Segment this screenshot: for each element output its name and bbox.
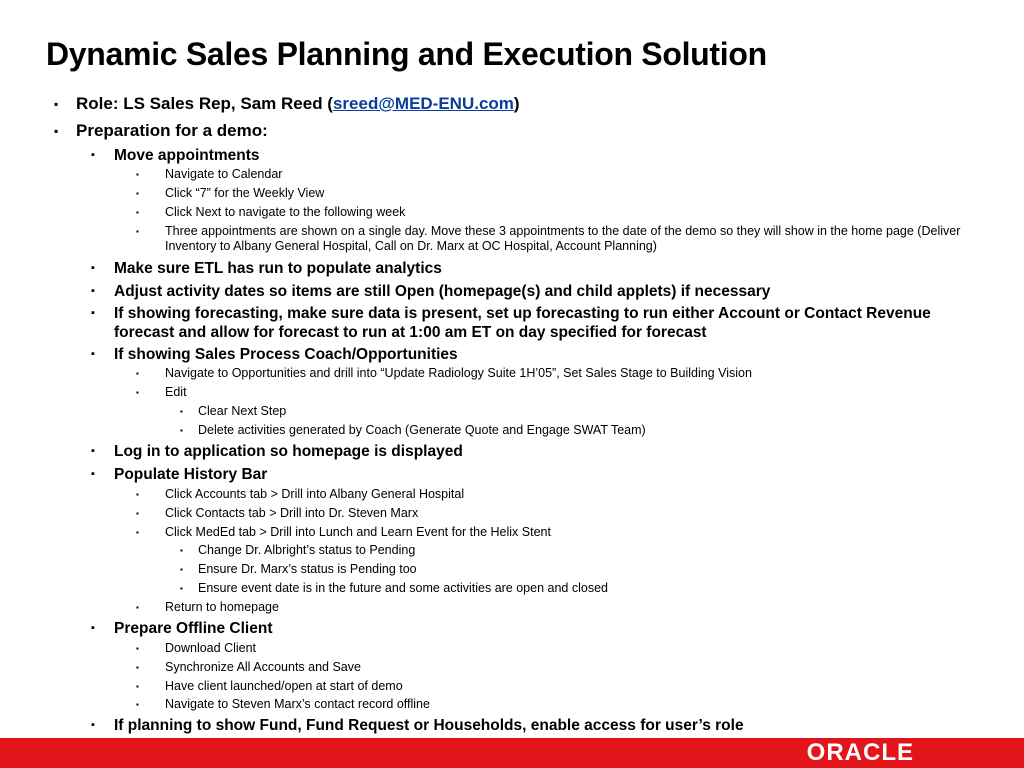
item-text: If showing forecasting, make sure data is present, set up forecasting to run either Account or Contact Revenue forecast and allow for forecast to run at 1:00 am ET on day specified for forecast xyxy=(114,305,931,341)
item-text: If planning to show Fund, Fund Request or Households, enable access for user’s role xyxy=(114,717,744,734)
list-item xyxy=(91,716,994,735)
item-text: Click Accounts tab > Drill into Albany General Hospital xyxy=(165,487,465,501)
list-item xyxy=(136,224,995,254)
list-item xyxy=(136,660,995,675)
list-item xyxy=(91,619,994,638)
bullet-icon: ▪ xyxy=(91,719,95,731)
item-text: If showing Sales Process Coach/Opportunities xyxy=(114,346,458,363)
bullet-icon: ▪ xyxy=(136,700,139,709)
list-item xyxy=(136,186,995,201)
list-item xyxy=(91,146,994,165)
bullet-icon: ▪ xyxy=(180,407,183,416)
item-text: Ensure Dr. Marx’s status is Pending too xyxy=(198,562,417,576)
bullet-icon: ▪ xyxy=(136,388,139,397)
bullet-icon: ▪ xyxy=(180,584,183,593)
list-item xyxy=(136,205,995,220)
bullet-icon: ▪ xyxy=(91,622,95,634)
bullet-icon: ▪ xyxy=(136,663,139,672)
bullet-icon: ▪ xyxy=(136,644,139,653)
bullet-icon: ▪ xyxy=(136,189,139,198)
list-item xyxy=(91,304,994,342)
item-text: Click MedEd tab > Drill into Lunch and Learn Event for the Helix Stent xyxy=(165,525,551,539)
role-line xyxy=(54,94,520,114)
bullet-icon: ▪ xyxy=(136,208,139,217)
item-text: Have client launched/open at start of demo xyxy=(165,679,403,693)
list-item xyxy=(180,562,417,577)
item-text: Move appointments xyxy=(114,147,260,164)
item-text: Download Client xyxy=(165,641,257,655)
item-text: Make sure ETL has run to populate analytics xyxy=(114,260,442,277)
prep-heading xyxy=(54,121,268,141)
list-item xyxy=(136,385,995,400)
list-item xyxy=(136,506,995,521)
list-item xyxy=(136,679,995,694)
bullet-icon: ▪ xyxy=(91,262,95,274)
list-item xyxy=(136,600,995,615)
role-suffix: ) xyxy=(513,94,520,113)
bullet-icon: ▪ xyxy=(91,445,95,457)
item-text: Return to homepage xyxy=(165,600,279,614)
item-text: Ensure event date is in the future and some activities are open and closed xyxy=(198,581,608,595)
bullet-icon: ▪ xyxy=(136,170,139,179)
bullet-icon: ▪ xyxy=(136,227,139,236)
item-text: Navigate to Calendar xyxy=(165,167,283,181)
item-text: Three appointments are shown on a single day. Move these 3 appointments to the date of the demo so they will show in the home page (Deliver Inventory to Albany General Hospital, Call on Dr. Marx at OC Hospital, Account Planning) xyxy=(165,224,961,253)
item-text: Navigate to Steven Marx’s contact record offline xyxy=(165,697,430,711)
item-text: Click Next to navigate to the following week xyxy=(165,205,406,219)
bullet-icon: ▪ xyxy=(136,509,139,518)
list-item xyxy=(180,423,646,438)
item-text: Change Dr. Albright’s status to Pending xyxy=(198,543,416,557)
slide-title: Dynamic Sales Planning and Execution Solution xyxy=(46,36,767,72)
list-item xyxy=(136,167,995,182)
bullet-icon: ▪ xyxy=(136,528,139,537)
item-text: Clear Next Step xyxy=(198,404,287,418)
bullet-icon: ▪ xyxy=(136,369,139,378)
footer-bar xyxy=(0,738,1024,768)
list-item xyxy=(91,345,994,364)
item-text: Adjust activity dates so items are still Open (homepage(s) and child applets) if necessary xyxy=(114,283,771,300)
bullet-icon: ▪ xyxy=(136,603,139,612)
oracle-logo: ORACLE xyxy=(806,739,914,766)
item-text: Populate History Bar xyxy=(114,466,268,483)
item-text: Log in to application so homepage is displayed xyxy=(114,443,463,460)
bullet-icon: ▪ xyxy=(54,97,59,111)
item-text: Click Contacts tab > Drill into Dr. Steven Marx xyxy=(165,506,419,520)
bullet-icon: ▪ xyxy=(91,307,95,319)
bullet-icon: ▪ xyxy=(54,124,59,138)
bullet-icon: ▪ xyxy=(180,546,183,555)
item-text: Delete activities generated by Coach (Generate Quote and Engage SWAT Team) xyxy=(198,423,646,437)
role-text: Role: LS Sales Rep, Sam Reed ( xyxy=(76,94,333,113)
bullet-icon: ▪ xyxy=(180,426,183,435)
bullet-icon: ▪ xyxy=(91,468,95,480)
item-text: Click “7” for the Weekly View xyxy=(165,186,325,200)
bullet-icon: ▪ xyxy=(180,565,183,574)
bullet-icon: ▪ xyxy=(136,682,139,691)
list-item xyxy=(180,404,287,419)
list-item xyxy=(136,697,995,712)
email-link[interactable]: sreed@MED-ENU.com xyxy=(332,94,514,113)
item-text: Navigate to Opportunities and drill into “Update Radiology Suite 1H’05”, Set Sales Stage to Building Vision xyxy=(165,366,752,380)
list-item xyxy=(136,487,995,502)
list-item xyxy=(91,259,994,278)
list-item xyxy=(180,543,416,558)
list-item xyxy=(91,442,994,461)
list-item xyxy=(136,525,995,540)
list-item xyxy=(136,366,995,381)
item-text: Edit xyxy=(165,385,187,399)
list-item xyxy=(180,581,608,596)
bullet-icon: ▪ xyxy=(91,149,95,161)
bullet-icon: ▪ xyxy=(91,348,95,360)
item-text: Synchronize All Accounts and Save xyxy=(165,660,361,674)
prep-heading-text: Preparation for a demo: xyxy=(76,121,268,140)
list-item xyxy=(136,641,995,656)
item-text: Prepare Offline Client xyxy=(114,620,273,637)
list-item xyxy=(91,282,994,301)
bullet-icon: ▪ xyxy=(136,490,139,499)
list-item xyxy=(91,465,994,484)
bullet-icon: ▪ xyxy=(91,285,95,297)
